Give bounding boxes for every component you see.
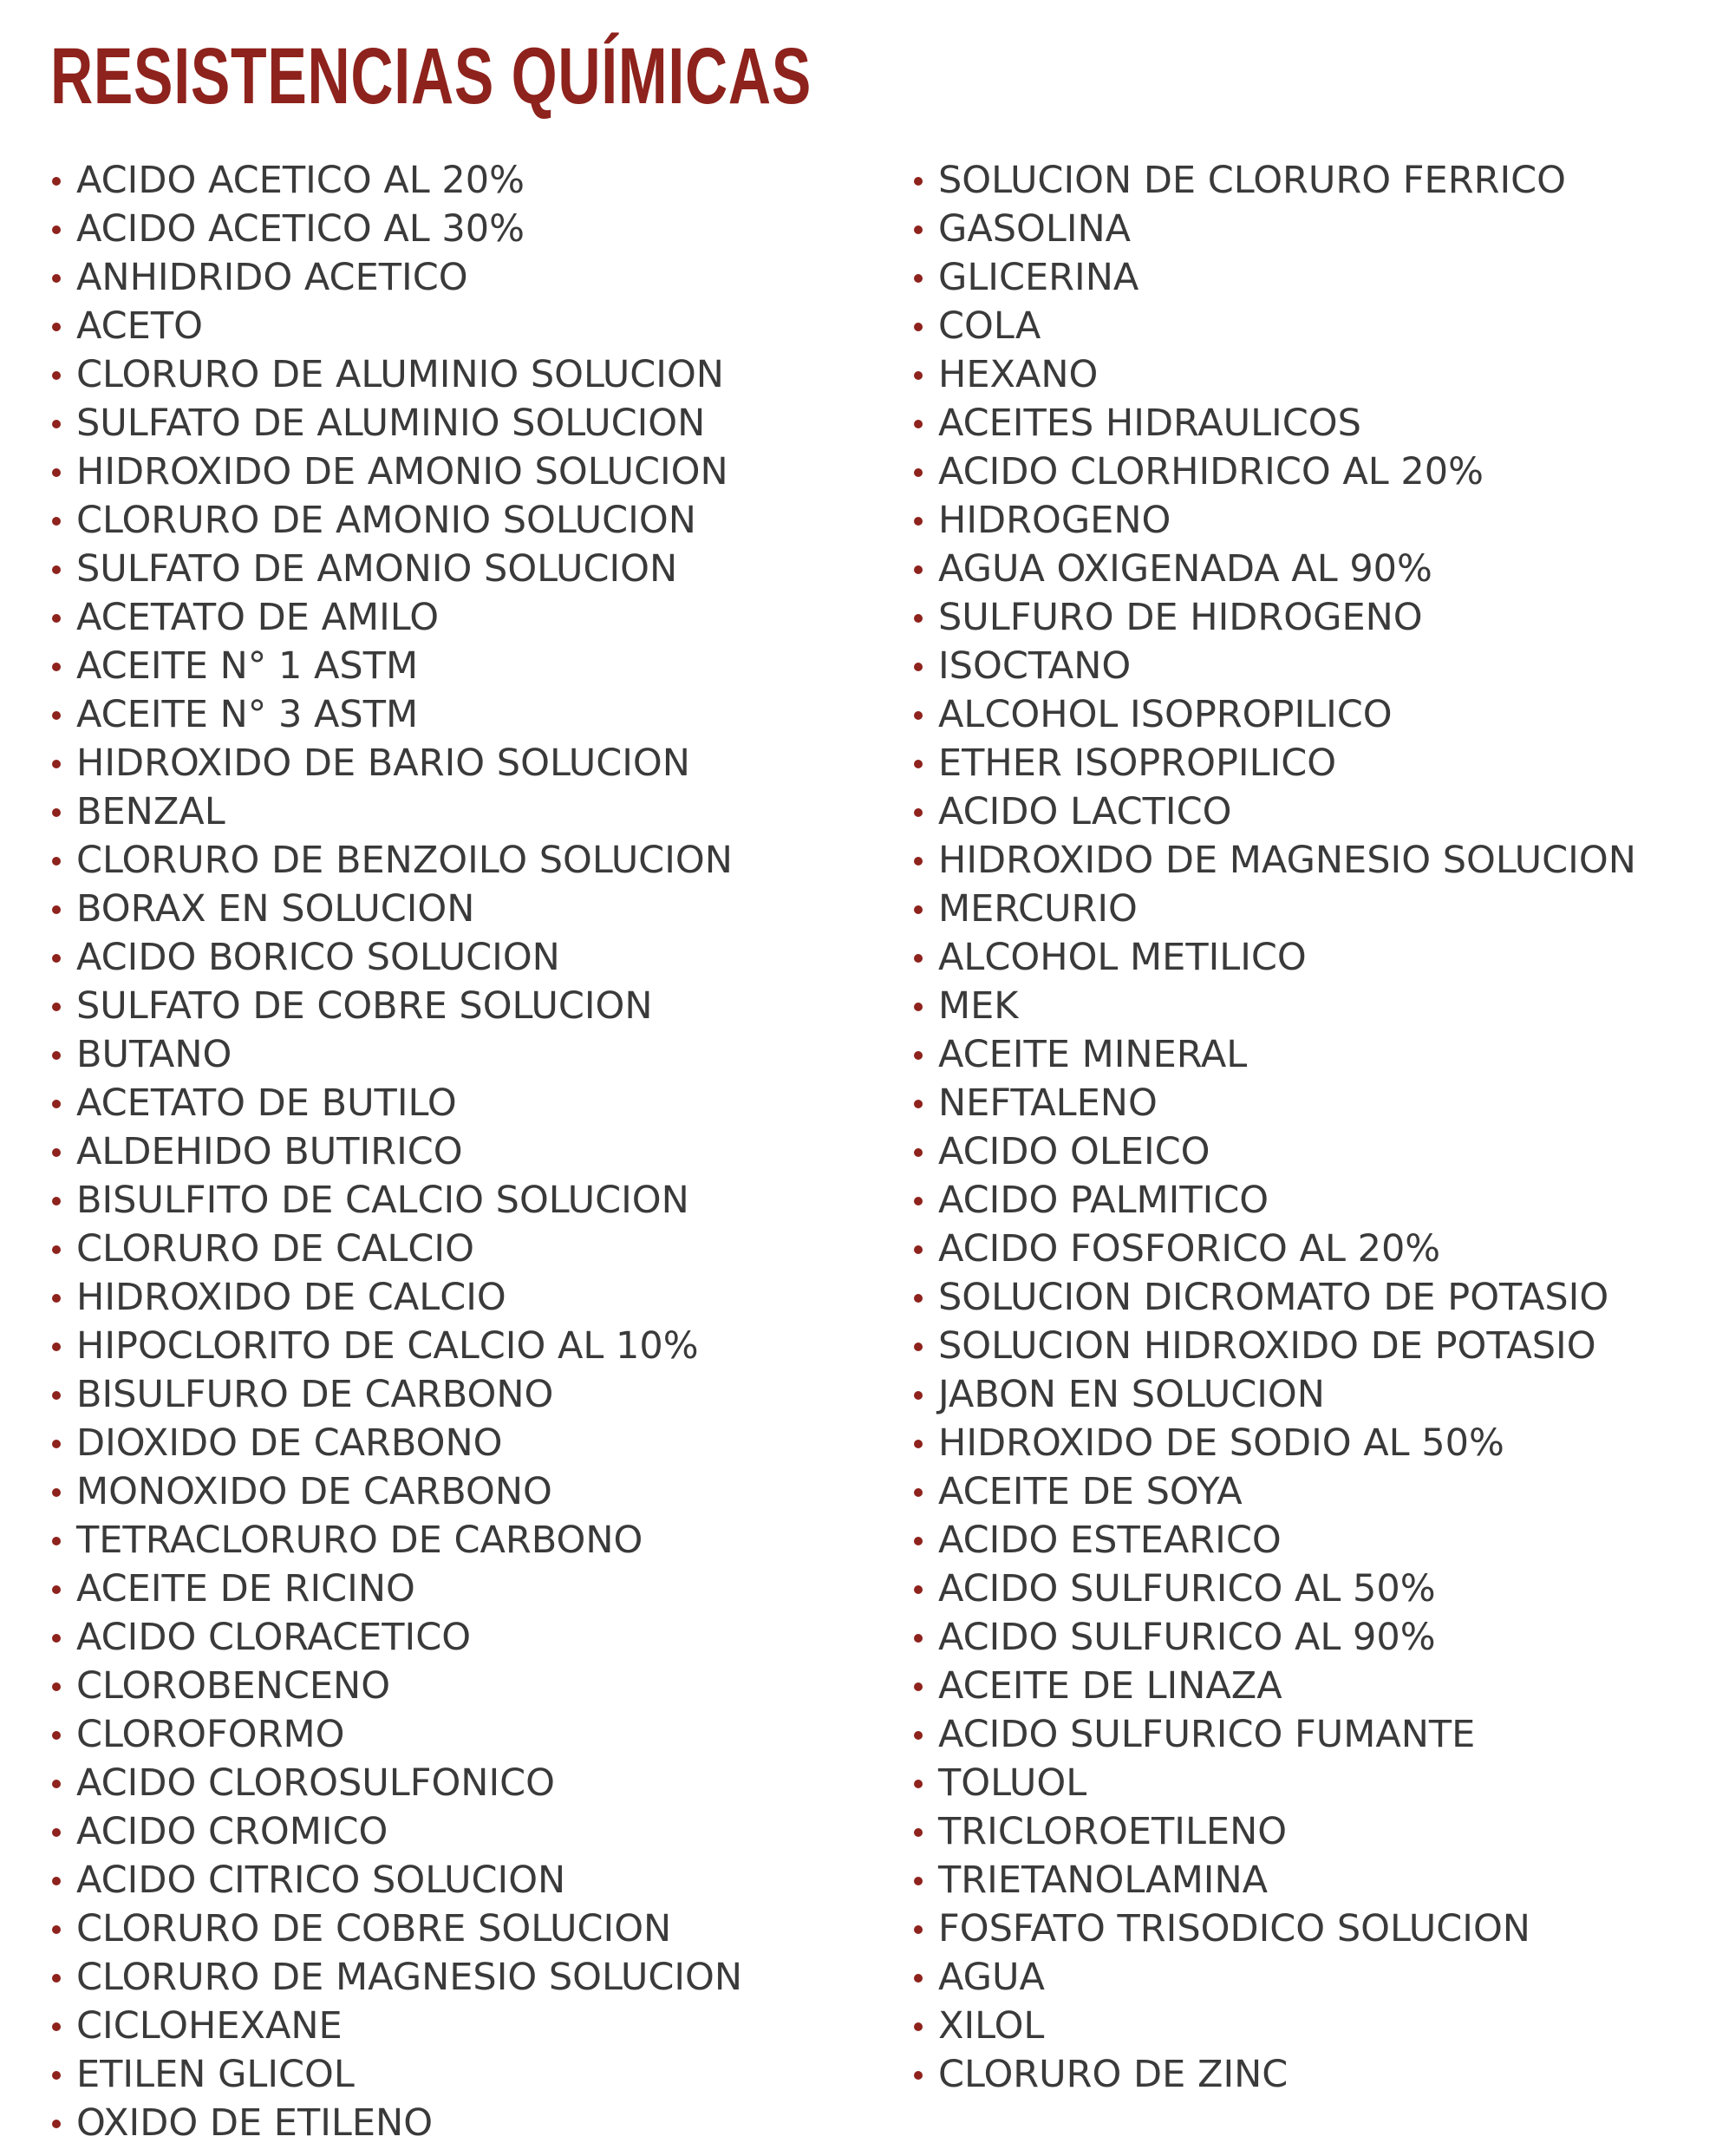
bullet-icon (914, 1828, 923, 1837)
list-item-label: CLORURO DE BENZOILO SOLUCION (76, 839, 733, 882)
list-item (49, 1953, 829, 2002)
list-item-label: HIDROXIDO DE AMONIO SOLUCION (76, 450, 728, 493)
list-item-label: SOLUCION DICROMATO DE POTASIO (938, 1276, 1609, 1319)
bullet-icon (52, 468, 61, 477)
list-item-label: BORAX EN SOLUCION (76, 887, 475, 931)
list-item-label: ACIDO ACETICO AL 30% (76, 207, 525, 251)
list-item (910, 156, 1708, 205)
bullet-icon (914, 905, 923, 914)
bullet-icon (914, 177, 923, 186)
bullet-icon (914, 323, 923, 331)
chemical-list-left (49, 156, 829, 2147)
list-item (910, 1370, 1708, 1419)
bullet-icon (914, 1051, 923, 1060)
list-item (49, 1030, 829, 1079)
list-item-label: ACIDO CLOROSULFONICO (76, 1761, 556, 1805)
list-item (910, 1613, 1708, 1662)
list-item (49, 2050, 829, 2099)
list-item (910, 205, 1708, 253)
list-item (910, 2050, 1708, 2099)
bullet-icon (52, 274, 61, 283)
list-item-label: ACETATO DE AMILO (76, 596, 440, 639)
bullet-icon (52, 1440, 61, 1448)
list-item-label: ACIDO SULFURICO AL 90% (938, 1616, 1436, 1659)
list-item (910, 642, 1708, 690)
list-item-label: HIDROXIDO DE SODIO AL 50% (938, 1421, 1504, 1465)
list-item (49, 448, 829, 496)
bullet-icon (914, 1537, 923, 1545)
list-item (49, 2099, 829, 2147)
list-item (49, 302, 829, 350)
list-item (910, 1565, 1708, 1613)
list-item (49, 496, 829, 545)
list-item-label: CLORURO DE ZINC (938, 2053, 1289, 2096)
list-item (49, 1127, 829, 1176)
list-item (910, 1662, 1708, 1710)
bullet-icon (52, 517, 61, 526)
list-item (49, 1079, 829, 1127)
list-item-label: CLOROBENCENO (76, 1664, 391, 1708)
bullet-icon (52, 565, 61, 574)
list-item-label: ACEITE DE SOYA (938, 1470, 1243, 1513)
bullet-icon (52, 1828, 61, 1837)
list-item-label: CICLOHEXANE (76, 2004, 343, 2048)
list-item-label: ACEITES HIDRAULICOS (938, 402, 1361, 445)
bullet-icon (914, 274, 923, 283)
list-item (49, 1419, 829, 1467)
list-item-label: COLA (938, 304, 1041, 348)
bullet-icon (914, 711, 923, 720)
list-item (910, 399, 1708, 448)
bullet-icon (914, 1731, 923, 1740)
list-item (49, 2002, 829, 2050)
bullet-icon (52, 1148, 61, 1157)
list-item (910, 1856, 1708, 1904)
list-item-label: SULFATO DE ALUMINIO SOLUCION (76, 402, 706, 445)
bullet-icon (52, 1197, 61, 1205)
list-item-label: ACEITE N° 3 ASTM (76, 693, 419, 736)
list-item (910, 690, 1708, 739)
list-item-label: CLOROFORMO (76, 1713, 345, 1756)
list-item (910, 1710, 1708, 1759)
list-item (49, 253, 829, 302)
list-item (49, 642, 829, 690)
bullet-icon (914, 420, 923, 428)
bullet-icon (914, 225, 923, 234)
page-title: RESISTENCIAS QUÍMICAS (50, 32, 812, 121)
list-item-label: SOLUCION DE CLORURO FERRICO (938, 159, 1567, 202)
list-item-label: ACIDO OLEICO (938, 1130, 1210, 1173)
list-item-label: ANHIDRIDO ACETICO (76, 256, 468, 299)
list-item-label: ACIDO LACTICO (938, 790, 1232, 833)
list-item (49, 350, 829, 399)
list-item-label: TRICLOROETILENO (938, 1810, 1288, 1853)
list-item (910, 1079, 1708, 1127)
bullet-icon (52, 1100, 61, 1108)
list-item (910, 1176, 1708, 1225)
list-item (910, 1030, 1708, 1079)
bullet-icon (914, 1245, 923, 1254)
list-item-label: ACIDO CLORHIDRICO AL 20% (938, 450, 1484, 493)
bullet-icon (52, 1731, 61, 1740)
bullet-icon (52, 2071, 61, 2080)
bullet-icon (914, 2071, 923, 2080)
list-item-label: SOLUCION HIDROXIDO DE POTASIO (938, 1324, 1596, 1368)
list-item (910, 1953, 1708, 2002)
bullet-icon (914, 1391, 923, 1400)
bullet-icon (52, 1391, 61, 1400)
list-item (49, 1516, 829, 1565)
list-item-label: HIDROXIDO DE BARIO SOLUCION (76, 742, 690, 785)
bullet-icon (914, 1634, 923, 1643)
bullet-icon (52, 1780, 61, 1788)
list-item-label: ACEITE N° 1 ASTM (76, 644, 419, 688)
list-item (49, 1370, 829, 1419)
list-item (910, 1127, 1708, 1176)
list-item (49, 933, 829, 982)
bullet-icon (52, 177, 61, 186)
list-item (49, 885, 829, 933)
list-item-label: ACIDO SULFURICO FUMANTE (938, 1713, 1476, 1756)
bullet-icon (52, 1488, 61, 1497)
list-item (49, 787, 829, 836)
list-item-label: JABON EN SOLUCION (938, 1373, 1325, 1416)
list-item (49, 1856, 829, 1904)
bullet-icon (914, 1974, 923, 1983)
bullet-icon (52, 1925, 61, 1934)
list-item-label: CLORURO DE AMONIO SOLUCION (76, 499, 696, 542)
bullet-icon (52, 1537, 61, 1545)
list-item-label: ACIDO FOSFORICO AL 20% (938, 1227, 1441, 1271)
bullet-icon (52, 1634, 61, 1643)
bullet-icon (52, 905, 61, 914)
list-item (910, 885, 1708, 933)
bullet-icon (914, 1877, 923, 1885)
bullet-icon (52, 1585, 61, 1594)
list-item-label: ETILEN GLICOL (76, 2053, 355, 2096)
bullet-icon (52, 225, 61, 234)
list-item-label: ACEITE MINERAL (938, 1033, 1248, 1076)
bullet-icon (914, 1100, 923, 1108)
list-item-label: ISOCTANO (938, 644, 1132, 688)
bullet-icon (914, 1343, 923, 1351)
bullet-icon (52, 857, 61, 866)
list-item-label: NEFTALENO (938, 1081, 1158, 1125)
bullet-icon (52, 954, 61, 963)
chemical-list-right (910, 156, 1708, 2099)
bullet-icon (914, 1440, 923, 1448)
bullet-icon (914, 954, 923, 963)
bullet-icon (52, 1245, 61, 1254)
list-item-label: AGUA (938, 1956, 1045, 1999)
list-item (910, 448, 1708, 496)
list-item (910, 1467, 1708, 1516)
list-item-label: FOSFATO TRISODICO SOLUCION (938, 1907, 1530, 1950)
bullet-icon (914, 1682, 923, 1691)
list-item (49, 1467, 829, 1516)
list-item-label: MEK (938, 984, 1019, 1028)
list-item-label: ACIDO ESTEARICO (938, 1519, 1282, 1562)
list-item (910, 2002, 1708, 2050)
bullet-icon (52, 1877, 61, 1885)
list-item (910, 739, 1708, 787)
list-item (910, 1273, 1708, 1322)
list-item (910, 1516, 1708, 1565)
list-item (910, 593, 1708, 642)
list-item-label: ALCOHOL ISOPROPILICO (938, 693, 1393, 736)
bullet-icon (52, 1003, 61, 1011)
bullet-icon (914, 1488, 923, 1497)
list-item (49, 1565, 829, 1613)
list-item-label: SULFATO DE AMONIO SOLUCION (76, 547, 678, 591)
list-item (910, 1904, 1708, 1953)
list-item (49, 836, 829, 885)
list-item-label: BENZAL (76, 790, 225, 833)
bullet-icon (914, 2022, 923, 2031)
list-item-label: HEXANO (938, 353, 1099, 396)
list-item (910, 1225, 1708, 1273)
list-item (49, 1225, 829, 1273)
bullet-icon (52, 760, 61, 768)
bullet-icon (914, 468, 923, 477)
list-item (49, 1759, 829, 1807)
list-item (49, 1904, 829, 1953)
bullet-icon (52, 808, 61, 817)
bullet-icon (52, 2120, 61, 2128)
list-item (910, 1322, 1708, 1370)
list-item (910, 545, 1708, 593)
list-item-label: AGUA OXIGENADA AL 90% (938, 547, 1432, 591)
list-item-label: HIPOCLORITO DE CALCIO AL 10% (76, 1324, 699, 1368)
list-item-label: BUTANO (76, 1033, 232, 1076)
list-item-label: ACIDO ACETICO AL 20% (76, 159, 525, 202)
bullet-icon (52, 614, 61, 623)
list-item (910, 1807, 1708, 1856)
list-item (910, 933, 1708, 982)
list-item-label: ACETO (76, 304, 203, 348)
list-item (49, 399, 829, 448)
bullet-icon (52, 711, 61, 720)
list-item-label: HIDROXIDO DE CALCIO (76, 1276, 506, 1319)
list-item (49, 690, 829, 739)
bullet-icon (914, 1585, 923, 1594)
list-item-label: ALDEHIDO BUTIRICO (76, 1130, 463, 1173)
bullet-icon (914, 1003, 923, 1011)
bullet-icon (914, 1148, 923, 1157)
bullet-icon (914, 565, 923, 574)
list-item-label: XILOL (938, 2004, 1045, 2048)
list-item-label: ALCOHOL METILICO (938, 936, 1307, 979)
list-item (910, 350, 1708, 399)
bullet-icon (52, 323, 61, 331)
bullet-icon (914, 614, 923, 623)
bullet-icon (914, 1925, 923, 1934)
list-item-label: ACIDO CROMICO (76, 1810, 388, 1853)
list-item-label: CLORURO DE COBRE SOLUCION (76, 1907, 672, 1950)
bullet-icon (52, 663, 61, 671)
list-item (49, 593, 829, 642)
list-item-label: HIDROXIDO DE MAGNESIO SOLUCION (938, 839, 1636, 882)
bullet-icon (52, 371, 61, 380)
bullet-icon (52, 2022, 61, 2031)
list-item-label: TOLUOL (938, 1761, 1087, 1805)
bullet-icon (52, 420, 61, 428)
list-item-label: ACIDO SULFURICO AL 50% (938, 1567, 1436, 1610)
list-item-label: ETHER ISOPROPILICO (938, 742, 1337, 785)
list-item (49, 156, 829, 205)
bullet-icon (914, 663, 923, 671)
list-item (910, 982, 1708, 1030)
list-item (910, 787, 1708, 836)
list-item-label: ACEITE DE RICINO (76, 1567, 415, 1610)
list-item-label: ACIDO CLORACETICO (76, 1616, 472, 1659)
list-item (49, 205, 829, 253)
list-item-label: BISULFITO DE CALCIO SOLUCION (76, 1179, 689, 1222)
list-item (910, 1759, 1708, 1807)
list-item-label: ACIDO BORICO SOLUCION (76, 936, 560, 979)
list-item (49, 1662, 829, 1710)
list-item-label: CLORURO DE CALCIO (76, 1227, 474, 1271)
list-item-label: MERCURIO (938, 887, 1138, 931)
list-item-label: CLORURO DE MAGNESIO SOLUCION (76, 1956, 743, 1999)
list-item (49, 739, 829, 787)
bullet-icon (914, 517, 923, 526)
bullet-icon (914, 1780, 923, 1788)
list-item-label: HIDROGENO (938, 499, 1171, 542)
bullet-icon (52, 1974, 61, 1983)
list-item (49, 1322, 829, 1370)
list-item (910, 302, 1708, 350)
list-item-label: ACIDO CITRICO SOLUCION (76, 1859, 566, 1902)
list-item-label: SULFURO DE HIDROGENO (938, 596, 1423, 639)
list-item-label: SULFATO DE COBRE SOLUCION (76, 984, 653, 1028)
list-item (910, 253, 1708, 302)
list-item-label: CLORURO DE ALUMINIO SOLUCION (76, 353, 724, 396)
list-item-label: OXIDO DE ETILENO (76, 2101, 434, 2145)
list-item-label: TETRACLORURO DE CARBONO (76, 1519, 643, 1562)
list-item-label: MONOXIDO DE CARBONO (76, 1470, 552, 1513)
bullet-icon (52, 1343, 61, 1351)
list-item (49, 1613, 829, 1662)
list-item-label: GASOLINA (938, 207, 1132, 251)
bullet-icon (52, 1294, 61, 1303)
bullet-icon (52, 1682, 61, 1691)
list-item-label: ACEITE DE LINAZA (938, 1664, 1282, 1708)
list-item (49, 982, 829, 1030)
bullet-icon (914, 1294, 923, 1303)
bullet-icon (914, 857, 923, 866)
list-item (49, 1807, 829, 1856)
list-item-label: GLICERINA (938, 256, 1139, 299)
list-item (910, 1419, 1708, 1467)
list-item (910, 836, 1708, 885)
bullet-icon (52, 1051, 61, 1060)
list-item-label: DIOXIDO DE CARBONO (76, 1421, 503, 1465)
list-item (49, 545, 829, 593)
bullet-icon (914, 1197, 923, 1205)
list-item (49, 1273, 829, 1322)
bullet-icon (914, 760, 923, 768)
list-item-label: TRIETANOLAMINA (938, 1859, 1269, 1902)
list-item-label: ACETATO DE BUTILO (76, 1081, 457, 1125)
list-item-label: ACIDO PALMITICO (938, 1179, 1269, 1222)
bullet-icon (914, 371, 923, 380)
list-item (49, 1176, 829, 1225)
list-item (910, 496, 1708, 545)
list-item-label: BISULFURO DE CARBONO (76, 1373, 554, 1416)
list-item (49, 1710, 829, 1759)
bullet-icon (914, 808, 923, 817)
